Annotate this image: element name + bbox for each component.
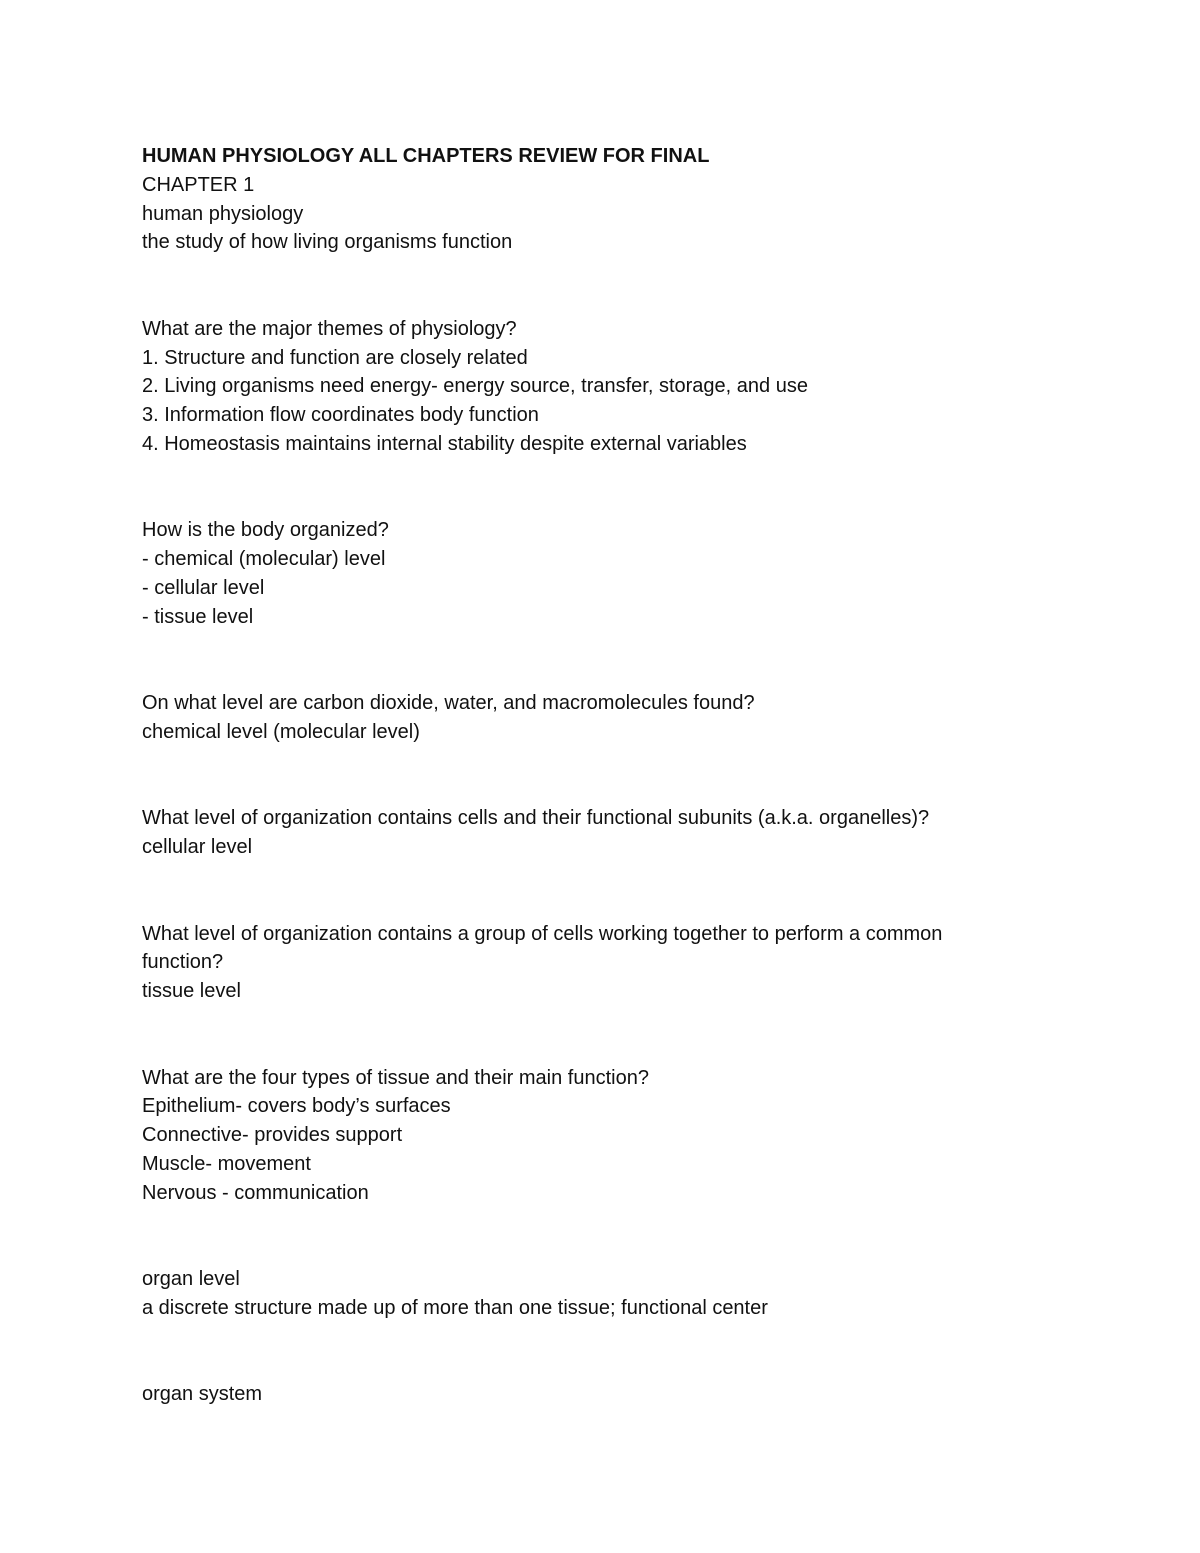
question: On what level are carbon dioxide, water, and macromolecules found?: [142, 692, 755, 715]
definition: a discrete structure made up of more than one tissue; functional center: [142, 1296, 768, 1319]
answer-line: - chemical (molecular) level: [142, 548, 386, 571]
spacer: [142, 459, 1042, 517]
answer-line: Connective- provides support: [142, 1124, 403, 1147]
question-block: [142, 315, 1042, 459]
document-title: HUMAN PHYSIOLOGY ALL CHAPTERS REVIEW FOR FINAL: [142, 145, 710, 167]
answer-line: 2. Living organisms need energy- energy source, transfer, storage, and use: [142, 375, 808, 398]
definition: the study of how living organisms function: [142, 231, 513, 254]
question-block: [142, 516, 1042, 631]
term-block: [142, 1265, 1042, 1323]
question: What level of organization contains cells and their functional subunits (a.k.a. organelles)?: [142, 807, 930, 830]
spacer: [142, 1207, 1042, 1265]
term: organ level: [142, 1268, 240, 1291]
question-block: [142, 804, 1042, 862]
question-block: [142, 1064, 1042, 1208]
term-block: [142, 200, 1042, 258]
question-block: [142, 920, 1042, 1006]
question: What are the major themes of physiology?: [142, 317, 517, 340]
answer-line: - cellular level: [142, 576, 265, 599]
question: What level of organization contains a group of cells working together to perform a common: [142, 922, 943, 945]
question-continuation: function?: [142, 951, 224, 974]
answer-line: - tissue level: [142, 605, 254, 628]
document-body: [142, 142, 1042, 1409]
answer-line: Muscle- movement: [142, 1152, 311, 1175]
term: human physiology: [142, 202, 304, 225]
term-block: [142, 1380, 1042, 1409]
question: How is the body organized?: [142, 519, 389, 542]
spacer: [142, 257, 1042, 315]
answer-line: Epithelium- covers body’s surfaces: [142, 1095, 451, 1118]
chapter-heading: CHAPTER 1: [142, 173, 255, 196]
question: What are the four types of tissue and their main function?: [142, 1066, 649, 1089]
answer-line: cellular level: [142, 836, 253, 859]
answer-line: 1. Structure and function are closely related: [142, 346, 528, 369]
answer-line: Nervous - communication: [142, 1181, 369, 1204]
term: organ system: [142, 1383, 263, 1406]
spacer: [142, 1323, 1042, 1381]
spacer: [142, 1006, 1042, 1064]
spacer: [142, 632, 1042, 690]
question-block: [142, 689, 1042, 747]
answer-line: tissue level: [142, 980, 241, 1003]
answer-line: chemical level (molecular level): [142, 720, 420, 743]
answer-line: 4. Homeostasis maintains internal stability despite external variables: [142, 432, 747, 455]
spacer: [142, 862, 1042, 920]
spacer: [142, 747, 1042, 805]
answer-line: 3. Information flow coordinates body function: [142, 404, 539, 427]
